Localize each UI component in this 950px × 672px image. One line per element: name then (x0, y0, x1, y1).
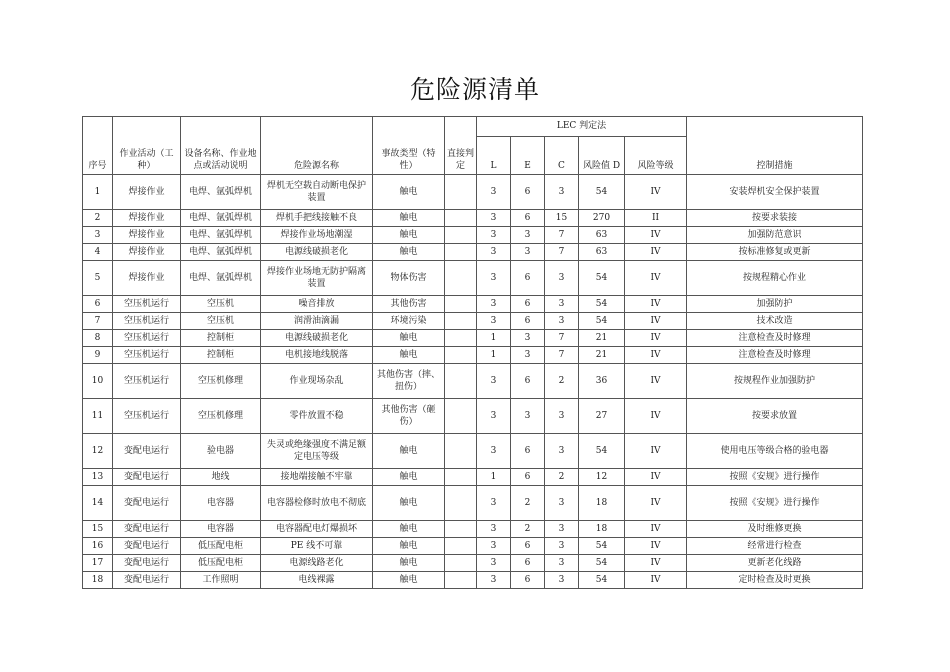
cell-no: 7 (83, 313, 113, 330)
header-activity: 作业活动（工种） (113, 117, 181, 175)
cell-E: 2 (511, 486, 545, 521)
cell-L: 3 (477, 296, 511, 313)
cell-C: 3 (545, 261, 579, 296)
cell-level: IV (625, 364, 687, 399)
cell-direct (445, 227, 477, 244)
cell-D: 63 (579, 227, 625, 244)
cell-L: 1 (477, 330, 511, 347)
cell-D: 63 (579, 244, 625, 261)
cell-measure: 使用电压等级合格的验电器 (687, 434, 863, 469)
cell-level: IV (625, 486, 687, 521)
cell-E: 6 (511, 313, 545, 330)
cell-E: 6 (511, 572, 545, 589)
cell-equipment: 地线 (181, 469, 261, 486)
cell-E: 6 (511, 210, 545, 227)
cell-D: 54 (579, 434, 625, 469)
cell-activity: 变配电运行 (113, 469, 181, 486)
cell-direct (445, 555, 477, 572)
cell-accident: 触电 (373, 521, 445, 538)
cell-activity: 焊接作业 (113, 227, 181, 244)
cell-D: 18 (579, 521, 625, 538)
cell-C: 7 (545, 227, 579, 244)
cell-E: 3 (511, 330, 545, 347)
cell-hazard: 电容器配电灯爆损坏 (261, 521, 373, 538)
table-row (83, 330, 863, 347)
cell-equipment: 电焊、氩弧焊机 (181, 175, 261, 210)
cell-activity: 空压机运行 (113, 313, 181, 330)
cell-E: 3 (511, 347, 545, 364)
cell-D: 18 (579, 486, 625, 521)
cell-direct (445, 486, 477, 521)
cell-hazard: 电线裸露 (261, 572, 373, 589)
cell-L: 1 (477, 469, 511, 486)
cell-L: 3 (477, 434, 511, 469)
cell-L: 3 (477, 175, 511, 210)
table-row (83, 244, 863, 261)
cell-level: IV (625, 175, 687, 210)
cell-hazard: 电容器检修时放电不彻底 (261, 486, 373, 521)
cell-no: 5 (83, 261, 113, 296)
header-measure: 控制措施 (687, 117, 863, 175)
cell-hazard: 电源线破损老化 (261, 244, 373, 261)
cell-measure: 安装焊机安全保护装置 (687, 175, 863, 210)
cell-no: 4 (83, 244, 113, 261)
header-L: L (477, 137, 511, 175)
cell-L: 3 (477, 244, 511, 261)
cell-accident: 触电 (373, 434, 445, 469)
cell-hazard: PE 线不可靠 (261, 538, 373, 555)
cell-E: 6 (511, 469, 545, 486)
cell-no: 16 (83, 538, 113, 555)
cell-accident: 触电 (373, 572, 445, 589)
cell-activity: 焊接作业 (113, 210, 181, 227)
header-level: 风险等级 (625, 137, 687, 175)
cell-hazard: 作业现场杂乱 (261, 364, 373, 399)
cell-L: 3 (477, 210, 511, 227)
cell-equipment: 验电器 (181, 434, 261, 469)
table-row (83, 469, 863, 486)
cell-measure: 加强防范意识 (687, 227, 863, 244)
cell-measure: 注意检查及时修理 (687, 330, 863, 347)
cell-C: 7 (545, 330, 579, 347)
cell-level: IV (625, 521, 687, 538)
cell-E: 2 (511, 521, 545, 538)
table-row (83, 572, 863, 589)
cell-equipment: 空压机修理 (181, 399, 261, 434)
cell-L: 1 (477, 347, 511, 364)
table-row (83, 347, 863, 364)
cell-L: 3 (477, 538, 511, 555)
cell-C: 3 (545, 313, 579, 330)
cell-accident: 物体伤害 (373, 261, 445, 296)
cell-accident: 环境污染 (373, 313, 445, 330)
cell-L: 3 (477, 313, 511, 330)
cell-no: 3 (83, 227, 113, 244)
header-seq: 序号 (83, 117, 113, 175)
table-row (83, 313, 863, 330)
header-hazard: 危险源名称 (261, 117, 373, 175)
header-lec-group: LEC 判定法 (477, 117, 687, 137)
cell-E: 3 (511, 244, 545, 261)
table-header (83, 117, 863, 175)
cell-direct (445, 175, 477, 210)
cell-measure: 按要求装接 (687, 210, 863, 227)
cell-accident: 触电 (373, 210, 445, 227)
header-equipment: 设备名称、作业地点或活动说明 (181, 117, 261, 175)
cell-no: 1 (83, 175, 113, 210)
cell-accident: 其他伤害 (373, 296, 445, 313)
cell-D: 54 (579, 261, 625, 296)
cell-level: IV (625, 555, 687, 572)
cell-no: 9 (83, 347, 113, 364)
cell-C: 2 (545, 364, 579, 399)
cell-measure: 按规程作业加强防护 (687, 364, 863, 399)
cell-accident: 触电 (373, 486, 445, 521)
cell-L: 3 (477, 486, 511, 521)
cell-hazard: 电源线路老化 (261, 555, 373, 572)
cell-L: 3 (477, 399, 511, 434)
cell-hazard: 噪音排放 (261, 296, 373, 313)
cell-C: 3 (545, 296, 579, 313)
cell-hazard: 焊接作业场地潮湿 (261, 227, 373, 244)
cell-level: IV (625, 244, 687, 261)
cell-L: 3 (477, 521, 511, 538)
cell-level: IV (625, 330, 687, 347)
cell-equipment: 控制柜 (181, 330, 261, 347)
hazard-table (82, 116, 863, 589)
cell-activity: 空压机运行 (113, 296, 181, 313)
cell-measure: 加强防护 (687, 296, 863, 313)
cell-hazard: 失灵或绝缘强度不满足额定电压等级 (261, 434, 373, 469)
cell-measure: 按照《安规》进行操作 (687, 486, 863, 521)
cell-L: 3 (477, 227, 511, 244)
cell-measure: 经常进行检查 (687, 538, 863, 555)
cell-level: IV (625, 572, 687, 589)
cell-activity: 变配电运行 (113, 555, 181, 572)
cell-level: IV (625, 261, 687, 296)
header-D: 风险值 D (579, 137, 625, 175)
cell-measure: 定时检查及时更换 (687, 572, 863, 589)
cell-level: IV (625, 538, 687, 555)
cell-direct (445, 572, 477, 589)
cell-hazard: 电源线破损老化 (261, 330, 373, 347)
cell-accident: 其他伤害（摔、扭伤） (373, 364, 445, 399)
table-row (83, 434, 863, 469)
cell-D: 54 (579, 175, 625, 210)
header-accident: 事故类型（特性） (373, 117, 445, 175)
cell-C: 3 (545, 399, 579, 434)
table-row (83, 364, 863, 399)
cell-accident: 触电 (373, 538, 445, 555)
table-row (83, 486, 863, 521)
cell-accident: 触电 (373, 555, 445, 572)
cell-equipment: 电容器 (181, 486, 261, 521)
cell-measure: 技术改造 (687, 313, 863, 330)
cell-C: 15 (545, 210, 579, 227)
table-row (83, 210, 863, 227)
cell-accident: 触电 (373, 175, 445, 210)
cell-measure: 及时维修更换 (687, 521, 863, 538)
cell-no: 6 (83, 296, 113, 313)
cell-C: 3 (545, 175, 579, 210)
table-row (83, 538, 863, 555)
cell-E: 6 (511, 364, 545, 399)
header-E: E (511, 137, 545, 175)
cell-E: 3 (511, 227, 545, 244)
cell-E: 6 (511, 538, 545, 555)
cell-equipment: 电焊、氩弧焊机 (181, 210, 261, 227)
cell-level: IV (625, 347, 687, 364)
cell-measure: 按规程精心作业 (687, 261, 863, 296)
cell-C: 7 (545, 347, 579, 364)
cell-activity: 变配电运行 (113, 486, 181, 521)
cell-D: 54 (579, 538, 625, 555)
table-row (83, 521, 863, 538)
cell-accident: 触电 (373, 244, 445, 261)
cell-equipment: 空压机修理 (181, 364, 261, 399)
cell-level: IV (625, 227, 687, 244)
cell-L: 3 (477, 555, 511, 572)
cell-L: 3 (477, 261, 511, 296)
cell-hazard: 焊机无空载自动断电保护装置 (261, 175, 373, 210)
cell-measure: 按要求放置 (687, 399, 863, 434)
table-row (83, 261, 863, 296)
cell-accident: 触电 (373, 469, 445, 486)
cell-direct (445, 261, 477, 296)
cell-direct (445, 347, 477, 364)
cell-D: 21 (579, 347, 625, 364)
cell-hazard: 焊机手把线接触不良 (261, 210, 373, 227)
cell-hazard: 零件放置不稳 (261, 399, 373, 434)
table-body (83, 175, 863, 589)
cell-accident: 其他伤害（砸伤） (373, 399, 445, 434)
cell-C: 3 (545, 486, 579, 521)
cell-direct (445, 296, 477, 313)
cell-C: 3 (545, 555, 579, 572)
table-row (83, 296, 863, 313)
cell-equipment: 空压机 (181, 296, 261, 313)
cell-direct (445, 521, 477, 538)
cell-no: 12 (83, 434, 113, 469)
cell-no: 17 (83, 555, 113, 572)
cell-direct (445, 330, 477, 347)
cell-L: 3 (477, 364, 511, 399)
cell-no: 13 (83, 469, 113, 486)
cell-C: 3 (545, 521, 579, 538)
cell-equipment: 电焊、氩弧焊机 (181, 227, 261, 244)
cell-hazard: 接地端接触不牢靠 (261, 469, 373, 486)
cell-direct (445, 538, 477, 555)
cell-D: 54 (579, 572, 625, 589)
cell-no: 11 (83, 399, 113, 434)
cell-equipment: 电容器 (181, 521, 261, 538)
cell-D: 12 (579, 469, 625, 486)
cell-measure: 更新老化线路 (687, 555, 863, 572)
cell-level: IV (625, 434, 687, 469)
cell-level: II (625, 210, 687, 227)
cell-activity: 空压机运行 (113, 347, 181, 364)
cell-hazard: 焊接作业场地无防护隔离装置 (261, 261, 373, 296)
cell-activity: 变配电运行 (113, 434, 181, 469)
cell-equipment: 控制柜 (181, 347, 261, 364)
cell-D: 54 (579, 313, 625, 330)
cell-direct (445, 399, 477, 434)
cell-no: 14 (83, 486, 113, 521)
table-row (83, 399, 863, 434)
cell-E: 6 (511, 261, 545, 296)
cell-equipment: 电焊、氩弧焊机 (181, 261, 261, 296)
cell-activity: 变配电运行 (113, 572, 181, 589)
cell-activity: 焊接作业 (113, 261, 181, 296)
cell-E: 6 (511, 296, 545, 313)
cell-direct (445, 434, 477, 469)
cell-activity: 空压机运行 (113, 330, 181, 347)
cell-equipment: 低压配电柜 (181, 555, 261, 572)
cell-activity: 焊接作业 (113, 175, 181, 210)
table-row (83, 227, 863, 244)
cell-activity: 焊接作业 (113, 244, 181, 261)
cell-D: 27 (579, 399, 625, 434)
cell-direct (445, 210, 477, 227)
cell-C: 2 (545, 469, 579, 486)
cell-no: 18 (83, 572, 113, 589)
cell-activity: 变配电运行 (113, 521, 181, 538)
cell-D: 54 (579, 296, 625, 313)
cell-no: 15 (83, 521, 113, 538)
cell-C: 3 (545, 572, 579, 589)
cell-equipment: 低压配电柜 (181, 538, 261, 555)
cell-accident: 触电 (373, 347, 445, 364)
cell-direct (445, 469, 477, 486)
cell-activity: 变配电运行 (113, 538, 181, 555)
cell-measure: 按照《安规》进行操作 (687, 469, 863, 486)
cell-hazard: 润滑油滴漏 (261, 313, 373, 330)
cell-no: 2 (83, 210, 113, 227)
cell-level: IV (625, 296, 687, 313)
page-title: 危险源清单 (409, 75, 540, 104)
cell-equipment: 电焊、氩弧焊机 (181, 244, 261, 261)
cell-C: 3 (545, 538, 579, 555)
cell-equipment: 空压机 (181, 313, 261, 330)
cell-no: 8 (83, 330, 113, 347)
cell-D: 270 (579, 210, 625, 227)
cell-E: 3 (511, 399, 545, 434)
table-row (83, 555, 863, 572)
header-direct: 直接判定 (445, 117, 477, 175)
cell-level: IV (625, 313, 687, 330)
cell-level: IV (625, 469, 687, 486)
cell-direct (445, 364, 477, 399)
cell-accident: 触电 (373, 227, 445, 244)
cell-activity: 空压机运行 (113, 399, 181, 434)
cell-activity: 空压机运行 (113, 364, 181, 399)
cell-direct (445, 313, 477, 330)
cell-equipment: 工作照明 (181, 572, 261, 589)
header-C: C (545, 137, 579, 175)
cell-C: 7 (545, 244, 579, 261)
cell-E: 6 (511, 175, 545, 210)
cell-D: 54 (579, 555, 625, 572)
cell-D: 21 (579, 330, 625, 347)
cell-L: 3 (477, 572, 511, 589)
cell-hazard: 电机接地线脱落 (261, 347, 373, 364)
cell-measure: 注意检查及时修理 (687, 347, 863, 364)
cell-no: 10 (83, 364, 113, 399)
cell-measure: 按标准修复或更新 (687, 244, 863, 261)
cell-E: 6 (511, 434, 545, 469)
cell-level: IV (625, 399, 687, 434)
cell-E: 6 (511, 555, 545, 572)
cell-direct (445, 244, 477, 261)
cell-C: 3 (545, 434, 579, 469)
cell-D: 36 (579, 364, 625, 399)
cell-accident: 触电 (373, 330, 445, 347)
table-row (83, 175, 863, 210)
